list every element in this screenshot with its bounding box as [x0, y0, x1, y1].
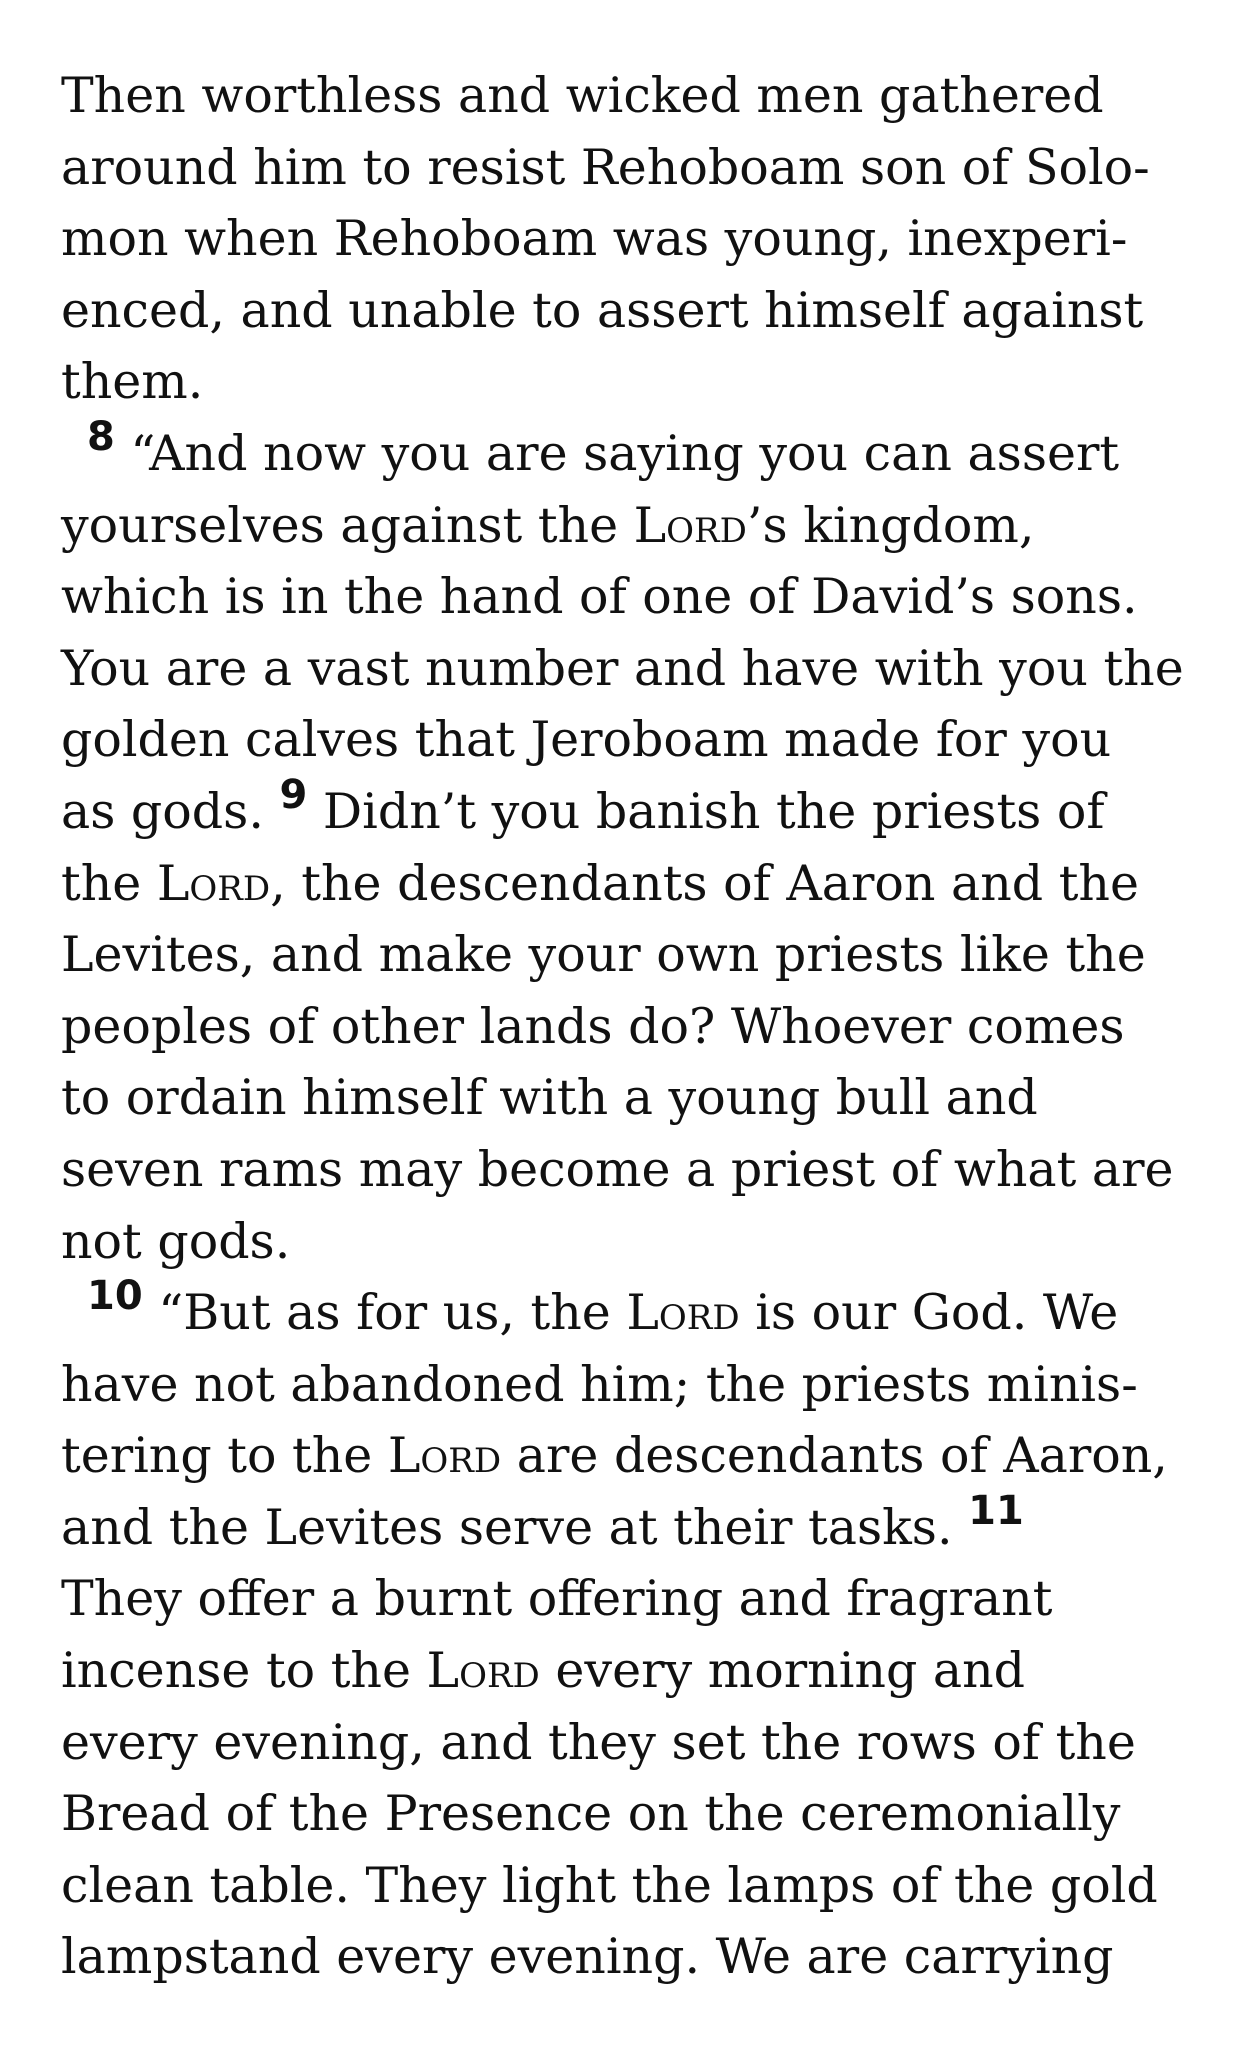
text-run: seven rams may become a priest of what are [61, 1140, 1174, 1198]
divine-name: Lord [426, 1642, 540, 1700]
text-run: is our God. We [739, 1284, 1119, 1342]
text-run: around him to resist Rehoboam son of Solo- [61, 138, 1150, 196]
text-line [61, 132, 1201, 204]
text-line [61, 1778, 1201, 1850]
verse-number: 9 [279, 771, 308, 818]
text-run: golden calves that Jeroboam made for you [61, 711, 1112, 769]
text-line [61, 704, 1201, 776]
text-line [61, 919, 1201, 991]
text-run: have not abandoned him; the priests minis- [61, 1355, 1138, 1413]
text-run: every evening, and they set the rows of the [61, 1713, 1136, 1771]
divine-name: Lord [387, 1427, 502, 1485]
text-line [61, 991, 1201, 1063]
text-run: as gods. [61, 782, 280, 840]
text-run: every morning and [539, 1642, 1026, 1700]
text-run: the [61, 854, 157, 912]
text-run: mon when Rehoboam was young, inexperi- [61, 210, 1128, 268]
text-line [61, 1134, 1201, 1206]
text-run: are descendants of Aaron, [501, 1427, 1168, 1485]
text-run: Bread of the Presence on the ceremonially [61, 1785, 1121, 1843]
text-line [61, 771, 1201, 848]
text-run: peoples of other lands do? Whoever comes [61, 997, 1125, 1055]
text-run: “But as for us, the [142, 1284, 627, 1342]
text-run: Didn’t you banish the priests of [307, 782, 1105, 840]
text-line [61, 1420, 1201, 1492]
text-line [61, 1062, 1201, 1134]
text-line [61, 633, 1201, 705]
text-line [61, 1206, 1201, 1278]
text-run: them. [61, 353, 204, 411]
text-run: You are a vast number and have with you the [61, 639, 1184, 697]
text-run: enced, and unable to assert himself against [61, 281, 1144, 339]
text-line [61, 203, 1201, 275]
text-line [61, 561, 1201, 633]
text-run: Then worthless and wicked men gathered [61, 67, 1104, 124]
text-line [61, 1921, 1201, 1993]
text-line [61, 275, 1201, 347]
scripture-text [61, 60, 1201, 1993]
text-run: not gods. [61, 1212, 291, 1270]
text-run: ’s kingdom, [746, 496, 1035, 554]
text-run: clean table. They light the lamps of the gold [61, 1856, 1158, 1914]
text-run: They offer a burnt offering and fragrant [61, 1570, 1053, 1628]
text-run: incense to the [61, 1642, 427, 1700]
divine-name: Lord [626, 1284, 740, 1342]
text-line [61, 1563, 1201, 1635]
text-line [61, 490, 1201, 562]
divine-name: Lord [633, 496, 747, 554]
text-line [61, 1273, 1201, 1349]
text-run: and the Levites serve at their tasks. [61, 1498, 969, 1556]
text-run: which is in the hand of one of David’s sons. [61, 568, 1138, 626]
text-line [61, 1349, 1201, 1421]
text-run: , the descendants of Aaron and the [270, 854, 1139, 912]
text-line [61, 848, 1201, 920]
divine-name: Lord [156, 854, 271, 912]
text-run: to ordain himself with a young bull and [61, 1069, 1038, 1127]
text-run: Levites, and make your own priests like the [61, 926, 1146, 984]
text-line [61, 1487, 1201, 1564]
verse-number: 8 [87, 413, 115, 460]
text-run: lampstand every evening. We are carrying [61, 1928, 1114, 1986]
text-line [61, 60, 1201, 132]
verse-number: 11 [968, 1487, 1024, 1534]
verse-number: 10 [87, 1273, 143, 1320]
text-line [61, 413, 1201, 490]
text-line [61, 346, 1201, 418]
text-line [61, 1635, 1201, 1707]
text-line [61, 1707, 1201, 1779]
text-run: yourselves against the [61, 496, 634, 554]
text-run: “And now you are saying you can assert [114, 424, 1120, 482]
text-line [61, 1850, 1201, 1922]
text-run: tering to the [61, 1427, 388, 1485]
